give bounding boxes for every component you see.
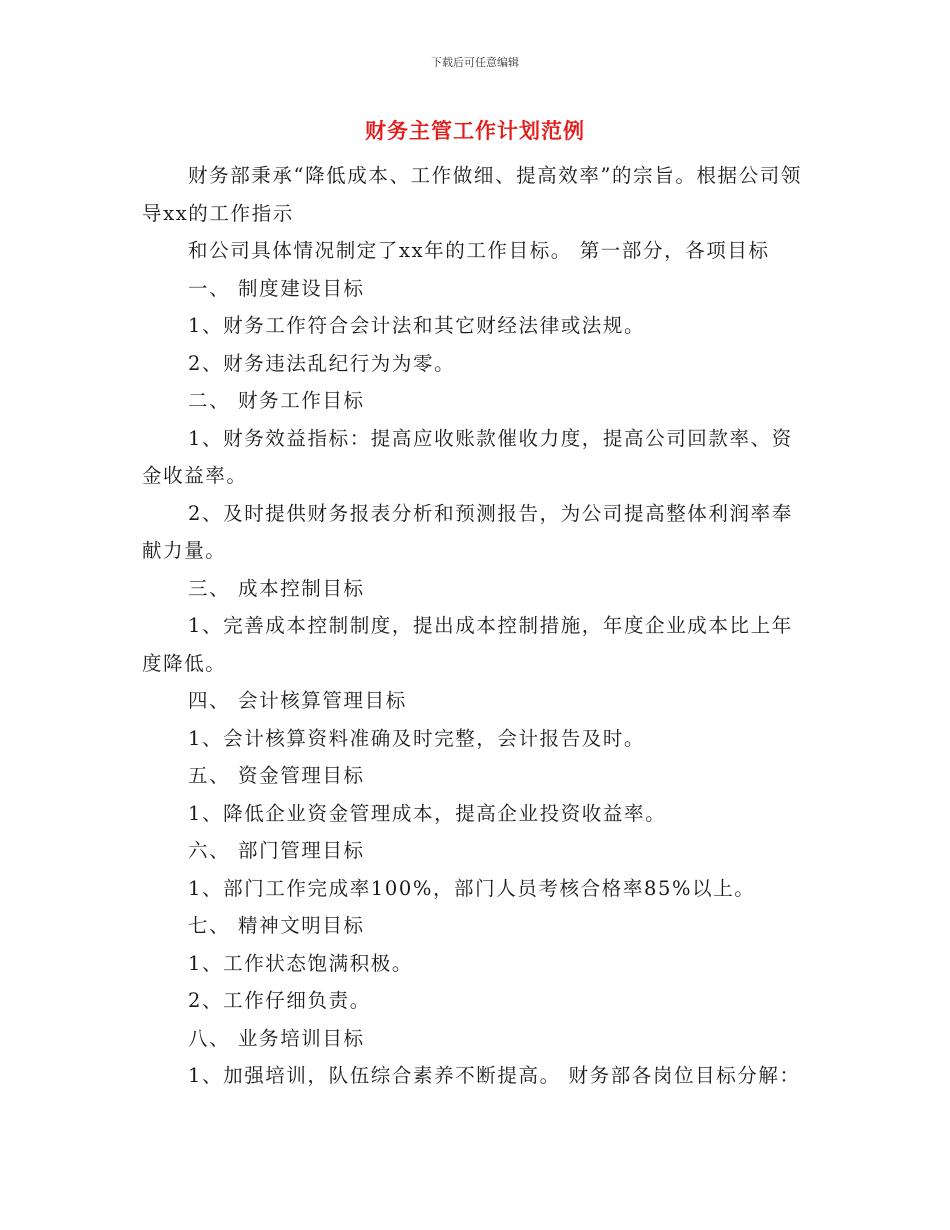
list-item: 2、及时提供财务报表分析和预测报告，为公司提高整体利润率奉献力量。	[142, 501, 793, 562]
section-heading: 二、 财务工作目标	[188, 389, 365, 412]
paragraph-intro-cont: 和公司具体情况制定了xx年的工作目标。 第一部分，各项目标	[188, 239, 770, 262]
list-item: 1、加强培训，队伍综合素养不断提高。 财务部各岗位目标分解：	[188, 1064, 801, 1087]
section-heading: 六、 部门管理目标	[188, 839, 365, 862]
list-item: 2、财务违法乱纪行为为零。	[188, 351, 456, 375]
section-heading: 七、 精神文明目标	[188, 914, 365, 937]
section-heading: 四、 会计核算管理目标	[188, 689, 407, 712]
list-item: 1、完善成本控制制度，提出成本控制措施，年度企业成本比上年度降低。	[142, 614, 793, 675]
document-body	[142, 157, 812, 1095]
list-item: 1、工作状态饱满积极。	[188, 951, 414, 975]
list-item: 1、财务工作符合会计法和其它财经法律或法规。	[188, 314, 646, 337]
section-heading: 三、 成本控制目标	[188, 576, 365, 600]
document-title: 财务主管工作计划范例	[365, 119, 585, 143]
list-item: 1、部门工作完成率100%，部门人员考核合格率85%以上。	[188, 876, 756, 900]
list-item: 1、财务效益指标：提高应收账款催收力度，提高公司回款率、资金收益率。	[142, 426, 793, 487]
section-heading: 一、 制度建设目标	[188, 276, 365, 300]
paragraph-intro: 财务部秉承“降低成本、工作做细、提高效率”的宗旨。根据公司领导xx的工作指示	[142, 164, 802, 225]
header-note: 下载后可任意编辑	[431, 56, 519, 69]
section-heading: 八、 业务培训目标	[188, 1026, 365, 1050]
section-heading: 五、 资金管理目标	[188, 764, 365, 787]
list-item: 1、会计核算资料准确及时完整，会计报告及时。	[188, 726, 646, 750]
list-item: 2、工作仔细负责。	[188, 989, 371, 1012]
list-item: 1、降低企业资金管理成本，提高企业投资收益率。	[188, 801, 667, 825]
